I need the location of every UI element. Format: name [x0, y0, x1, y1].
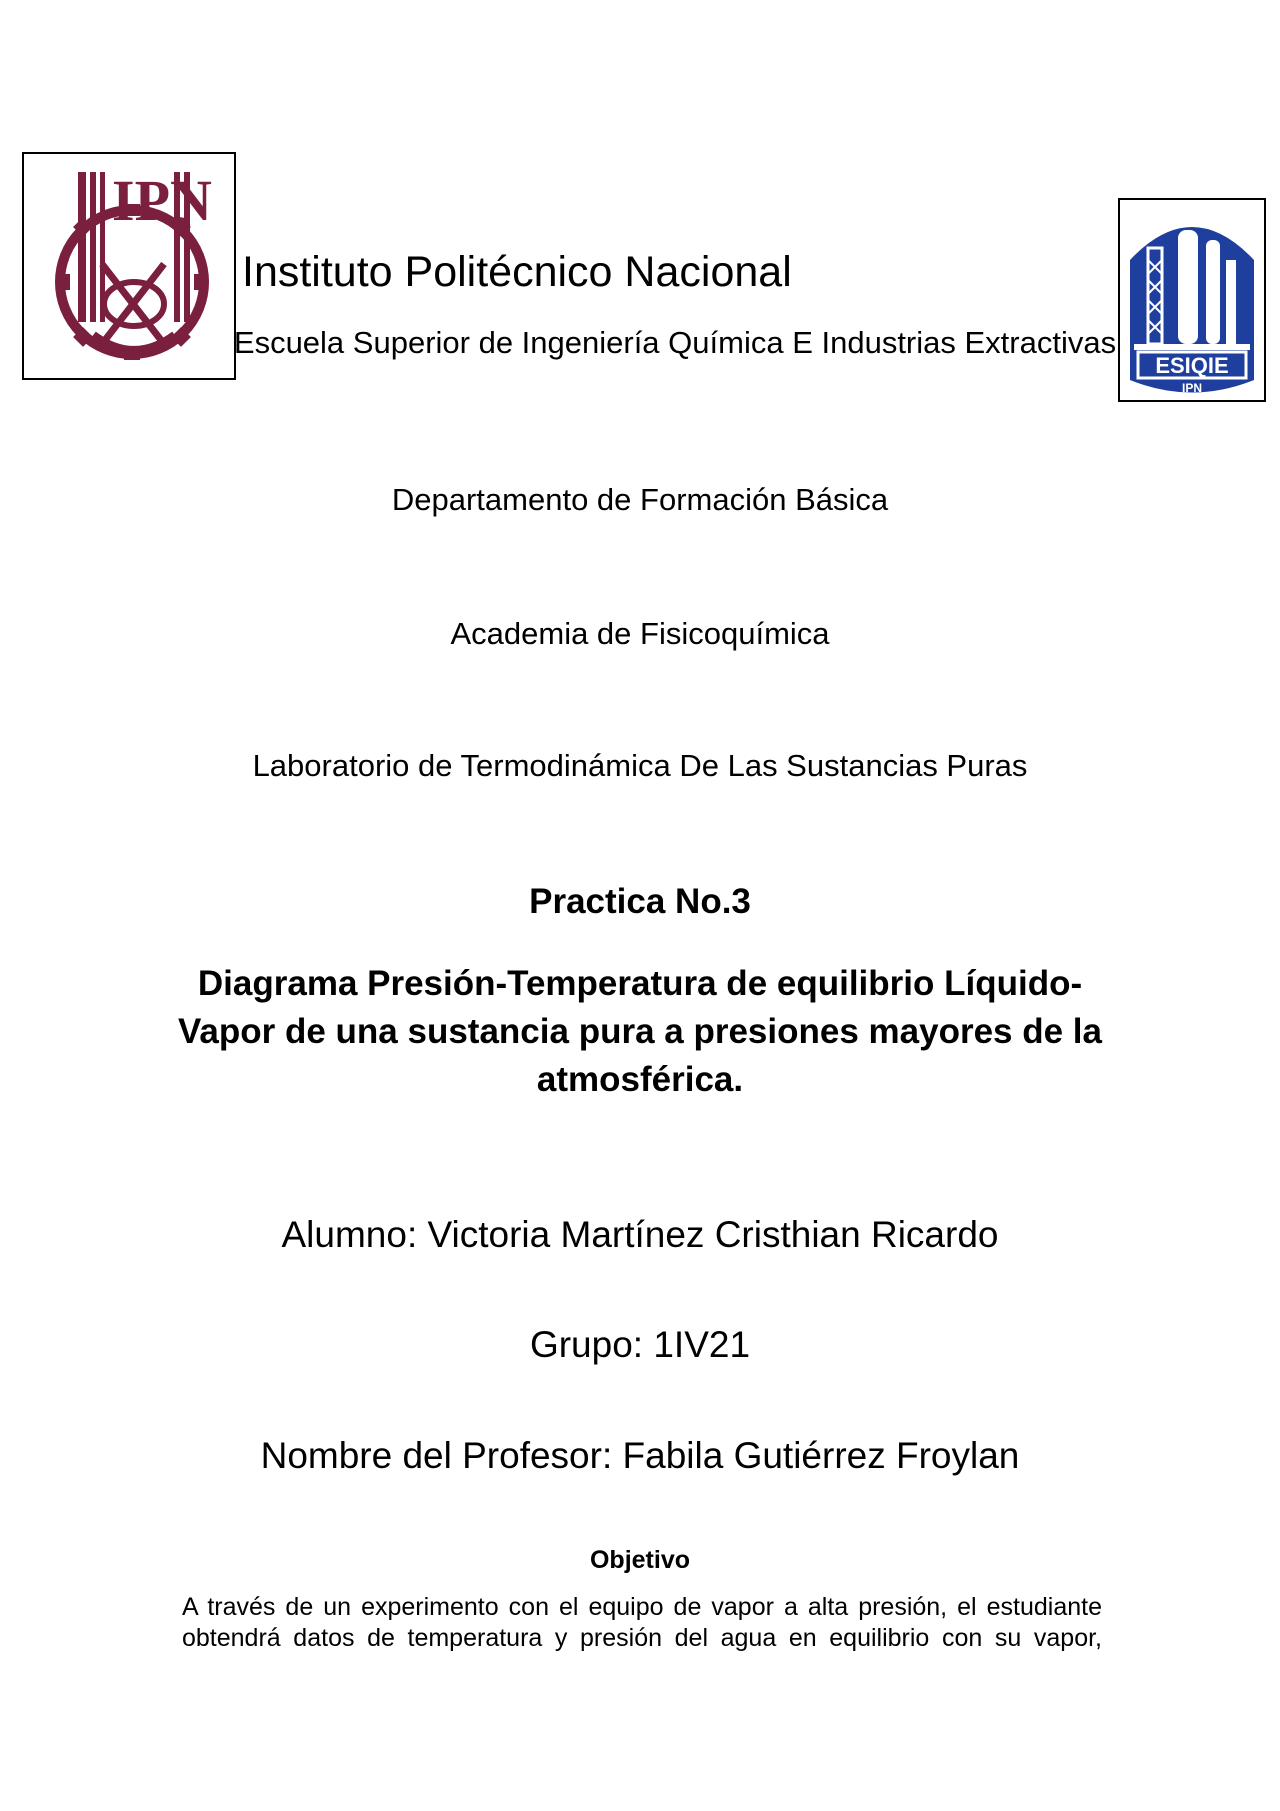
school-name: Escuela Superior de Ingeniería Química E Industrias Extractivas [233, 325, 1117, 360]
professor-line: Nombre del Profesor: Fabila Gutiérrez Froylan [260, 1435, 1020, 1476]
objective-line-1: A través de un experimento con el equipo de vapor a alta presión, el estudiante [182, 1593, 1102, 1621]
ipn-logo [22, 152, 236, 380]
department-line: Departamento de Formación Básica [391, 482, 889, 517]
laboratory-line: Laboratorio de Termodinámica De Las Sustancias Puras [252, 748, 1028, 783]
student-name: Alumno: Victoria Martínez Cristhian Ricardo [281, 1214, 999, 1255]
svg-text:IPN: IPN [112, 168, 212, 233]
group-line: Grupo: 1IV21 [529, 1324, 751, 1365]
academy-line: Academia de Fisicoquímica [450, 616, 830, 651]
ipn-logo-icon [24, 154, 234, 378]
objective-line-2: obtendrá datos de temperatura y presión del agua en equilibrio con su vapor, [182, 1624, 1102, 1652]
objective-paragraph [182, 1592, 1102, 1654]
practice-number: Practica No.3 [529, 882, 751, 921]
esiqie-logo [1118, 198, 1266, 402]
institution-title: Instituto Politécnico Nacional [242, 248, 792, 296]
esiqie-logo-icon [1120, 200, 1264, 400]
svg-text:ESIQIE: ESIQIE [1155, 353, 1229, 378]
practice-title: Diagrama Presión-Temperatura de equilibrio Líquido-Vapor de una sustancia pura a presiones mayores de la atmosférica. [178, 964, 1102, 1099]
svg-text:IPN: IPN [1181, 381, 1203, 395]
objective-heading: Objetivo [589, 1546, 690, 1574]
